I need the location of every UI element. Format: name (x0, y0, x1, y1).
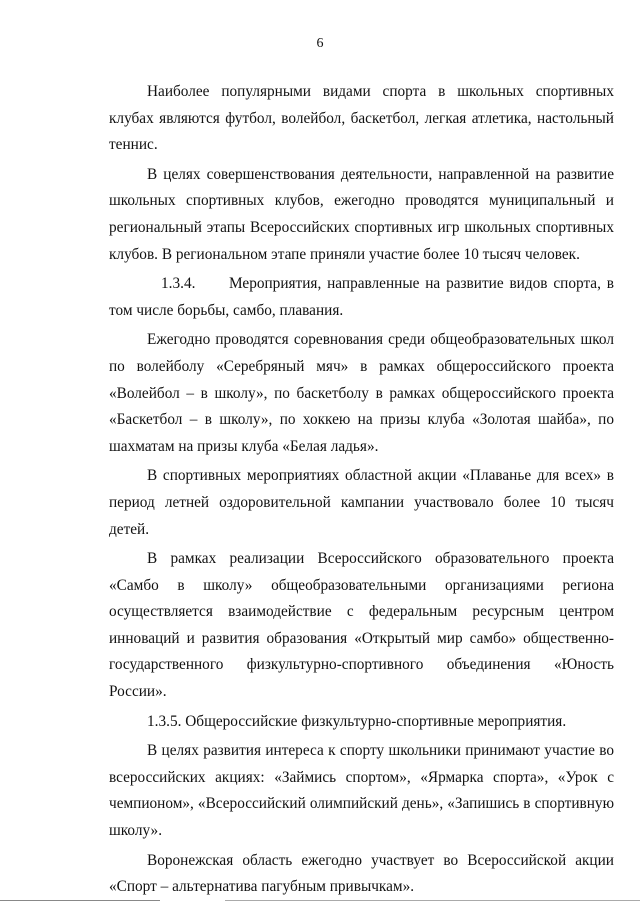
paragraph-competitions: Ежегодно проводятся соревнования среди общеобразовательных школ по волейболу «Серебряный мяч» в рамках общероссийского проекта «Волейбол – в школу», по баскетболу в рамках общероссийского проекта «Баскетбол – в школу», по хоккею на призы клуба «Золотая шайба», по шахматам на призы клуба «Белая ладья». (109, 331, 614, 455)
paragraph-popular-sports: Наиболее популярными видами спорта в школьных спортивных клубах являются футбол, волейбол, баскетбол, легкая атлетика, настольный теннис. (109, 83, 614, 154)
section-heading-1-3-4 (109, 271, 614, 324)
section-number-1-3-4: 1.3.4. (161, 275, 196, 293)
paragraph-campaigns: В целях развития интереса к спорту школьники принимают участие во всероссийских акциях: «Займись спортом», «Ярмарка спорта», «Урок с чемпионом», «Всероссийский олимпийский день», «Запишись в спортивную школу». (109, 742, 614, 840)
page-number: 6 (316, 36, 324, 51)
bottom-scan-line-left (0, 900, 160, 901)
paragraph-sambo: В рамках реализации Всероссийского образовательного проекта «Самбо в школу» общеобразовательными организациями региона осуществляется взаимодействие с федеральным ресурсным центром инноваций и развития образования «Открытый мир самбо» общественно-государственного физкультурно-спортивного объединения «Юность России». (109, 550, 614, 701)
paragraph-voronezh: Воронежская область ежегодно участвует во Всероссийской акции «Спорт – альтернатива пагубным привычкам». (109, 851, 614, 896)
paragraph-school-clubs-games: В целях совершенствования деятельности, направленной на развитие школьных спортивных клубов, ежегодно проводятся муниципальный и региональный этапы Всероссийских спортивных игр школьных спортивных клубов. В региональном этапе приняли участие более 10 тысяч человек. (109, 165, 614, 263)
bottom-scan-line-right (225, 900, 640, 901)
page-body (109, 79, 614, 901)
section-heading-1-3-5: 1.3.5. Общероссийские физкультурно-спортивные мероприятия. (147, 712, 567, 730)
paragraph-swimming: В спортивных мероприятиях областной акции «Плаванье для всех» в период летней оздоровительной кампании участвовало более 10 тысяч детей. (109, 467, 614, 538)
section-title-1-3-4: Мероприятия, направленные на развитие видов спорта, в том числе борьбы, самбо, плавания. (109, 275, 614, 319)
